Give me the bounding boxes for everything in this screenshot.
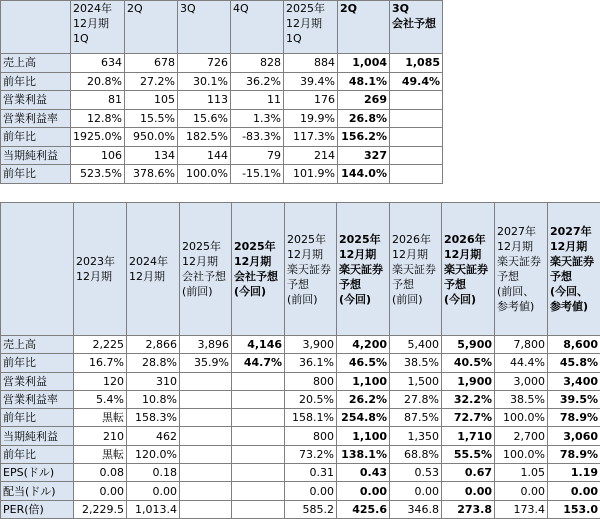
table-cell: 11 — [231, 91, 284, 110]
table-cell: 0.43 — [337, 464, 390, 482]
row-label: 売上高 — [1, 54, 71, 73]
header-row — [1, 203, 600, 336]
table-cell: 3,000 — [495, 372, 548, 390]
table-cell: 100.0% — [495, 409, 548, 427]
table-cell: 158.1% — [285, 409, 337, 427]
table-cell: 39.4% — [284, 72, 338, 91]
table-cell: 138.1% — [337, 445, 390, 463]
row-label: 前年比 — [1, 72, 71, 91]
table-cell: 38.5% — [390, 354, 442, 372]
table-row — [1, 128, 443, 147]
row-label: 前年比 — [1, 409, 74, 427]
table-cell: 346.8 — [390, 500, 442, 518]
column-header: 4Q — [231, 1, 284, 54]
table-cell — [180, 445, 232, 463]
table-cell: 726 — [178, 54, 231, 73]
table-row — [1, 91, 443, 110]
table-cell: 72.7% — [442, 409, 495, 427]
table-cell: 27.2% — [125, 72, 178, 91]
table-cell: 828 — [231, 54, 284, 73]
table-row — [1, 146, 443, 165]
table-cell: 3,400 — [548, 372, 600, 390]
table-cell: 5.4% — [74, 390, 127, 408]
table-cell: 68.8% — [390, 445, 442, 463]
table-cell: 156.2% — [338, 128, 390, 147]
column-header: 2027年 12月期 楽天証券 予想 (今回、 参考値) — [548, 203, 600, 336]
table-cell: 39.5% — [548, 390, 600, 408]
table-cell: 254.8% — [337, 409, 390, 427]
table-cell: 310 — [127, 372, 180, 390]
table-cell: 106 — [71, 146, 125, 165]
table-cell: 48.1% — [338, 72, 390, 91]
table-cell: 3,060 — [548, 427, 600, 445]
table-cell: 144 — [178, 146, 231, 165]
table-cell: 158.3% — [127, 409, 180, 427]
table-cell: 36.2% — [231, 72, 284, 91]
row-label: 当期純利益 — [1, 146, 71, 165]
column-header: 2025年 12月期 会社予想 (今回) — [232, 203, 285, 336]
table-cell: 38.5% — [495, 390, 548, 408]
table-cell: 15.5% — [125, 109, 178, 128]
column-header: 2026年 12月期 楽天証券 予想 (前回) — [390, 203, 442, 336]
table-cell — [232, 500, 285, 518]
table-cell: 425.6 — [337, 500, 390, 518]
table-cell: -15.1% — [231, 165, 284, 184]
table-cell — [232, 372, 285, 390]
table-cell: 214 — [284, 146, 338, 165]
table-cell — [390, 91, 443, 110]
table-cell: 5,400 — [390, 336, 442, 354]
table-cell: 176 — [284, 91, 338, 110]
table-cell: 0.00 — [442, 482, 495, 500]
table-cell — [180, 427, 232, 445]
column-header: 2023年 12月期 — [74, 203, 127, 336]
table-cell: 2,700 — [495, 427, 548, 445]
table-cell: 2,229.5 — [74, 500, 127, 518]
table-cell: 4,200 — [337, 336, 390, 354]
table-cell: 5,900 — [442, 336, 495, 354]
table-cell: 182.5% — [178, 128, 231, 147]
table-cell: 1.3% — [231, 109, 284, 128]
table-cell: 44.4% — [495, 354, 548, 372]
table-cell: 634 — [71, 54, 125, 73]
table-cell: 32.2% — [442, 390, 495, 408]
table-cell: 35.9% — [180, 354, 232, 372]
row-label: 前年比 — [1, 354, 74, 372]
table-row — [1, 109, 443, 128]
row-label: 前年比 — [1, 128, 71, 147]
table-cell: 0.67 — [442, 464, 495, 482]
column-header: 2025年 12月期 楽天証券 予想 (今回) — [337, 203, 390, 336]
table-cell — [180, 390, 232, 408]
table-cell: 1,710 — [442, 427, 495, 445]
table-cell — [232, 390, 285, 408]
table-row — [1, 72, 443, 91]
column-header: 2024年 12月期 — [127, 203, 180, 336]
table-cell: 78.9% — [548, 445, 600, 463]
table-cell — [232, 427, 285, 445]
table-cell: 87.5% — [390, 409, 442, 427]
table-cell — [180, 464, 232, 482]
table-cell: 153.0 — [548, 500, 600, 518]
table-row — [1, 464, 600, 482]
table-cell — [180, 500, 232, 518]
table-cell: 210 — [74, 427, 127, 445]
row-label: 配当(ドル) — [1, 482, 74, 500]
column-header: 2026年 12月期 楽天証券 予想 (今回) — [442, 203, 495, 336]
table-cell: 0.08 — [74, 464, 127, 482]
annual-forecast-table — [0, 202, 600, 519]
table-cell: 79 — [231, 146, 284, 165]
row-label: 当期純利益 — [1, 427, 74, 445]
table-cell: 0.00 — [337, 482, 390, 500]
table-row — [1, 500, 600, 518]
table-cell: 100.0% — [495, 445, 548, 463]
table-cell: 173.4 — [495, 500, 548, 518]
table-row — [1, 54, 443, 73]
table-cell: 4,146 — [232, 336, 285, 354]
table-cell: 2,225 — [74, 336, 127, 354]
column-header: 2025年 12月期 1Q — [284, 1, 338, 54]
table-cell — [390, 128, 443, 147]
table-cell: 1,100 — [337, 427, 390, 445]
row-label: 営業利益 — [1, 91, 71, 110]
table-cell: 585.2 — [285, 500, 337, 518]
table-cell: 3,900 — [285, 336, 337, 354]
row-label: 売上高 — [1, 336, 74, 354]
table-row — [1, 354, 600, 372]
table-cell: 950.0% — [125, 128, 178, 147]
table-cell: 378.6% — [125, 165, 178, 184]
table-cell: -83.3% — [231, 128, 284, 147]
table-cell: 1,900 — [442, 372, 495, 390]
row-label: 営業利益率 — [1, 109, 71, 128]
table-cell: 28.8% — [127, 354, 180, 372]
table-cell: 678 — [125, 54, 178, 73]
table-cell: 黒転 — [74, 445, 127, 463]
table-cell: 1,350 — [390, 427, 442, 445]
table-cell: 105 — [125, 91, 178, 110]
quarterly-results-table — [0, 0, 443, 184]
table-cell — [180, 482, 232, 500]
table-cell: 462 — [127, 427, 180, 445]
column-header: 2025年 12月期 会社予想 (前回) — [180, 203, 232, 336]
table-cell: 0.00 — [495, 482, 548, 500]
table-row — [1, 427, 600, 445]
table-row — [1, 409, 600, 427]
table-cell: 120 — [74, 372, 127, 390]
table-cell — [390, 146, 443, 165]
table-cell: 0.31 — [285, 464, 337, 482]
table-cell: 101.9% — [284, 165, 338, 184]
table-cell — [390, 165, 443, 184]
table-cell: 55.5% — [442, 445, 495, 463]
table-cell: 2,866 — [127, 336, 180, 354]
column-header — [1, 1, 71, 54]
table-cell — [180, 409, 232, 427]
table-cell: 26.8% — [338, 109, 390, 128]
table-cell: 黒転 — [74, 409, 127, 427]
table-cell: 27.8% — [390, 390, 442, 408]
row-label: 前年比 — [1, 165, 71, 184]
table-cell: 20.8% — [71, 72, 125, 91]
table-cell: 44.7% — [232, 354, 285, 372]
table-cell: 120.0% — [127, 445, 180, 463]
table-cell: 7,800 — [495, 336, 548, 354]
column-header: 2024年 12月期 1Q — [71, 1, 125, 54]
table-cell — [180, 372, 232, 390]
table-cell: 1,004 — [338, 54, 390, 73]
table-cell: 26.2% — [337, 390, 390, 408]
table-cell: 800 — [285, 372, 337, 390]
table-cell: 49.4% — [390, 72, 443, 91]
table-cell: 45.8% — [548, 354, 600, 372]
table-cell — [232, 409, 285, 427]
column-header: 3Q — [178, 1, 231, 54]
column-header: 2Q — [338, 1, 390, 54]
table-cell: 78.9% — [548, 409, 600, 427]
table-cell: 81 — [71, 91, 125, 110]
table-cell: 30.1% — [178, 72, 231, 91]
table-cell: 1,500 — [390, 372, 442, 390]
row-label: EPS(ドル) — [1, 464, 74, 482]
table-cell: 0.00 — [548, 482, 600, 500]
table-row — [1, 165, 443, 184]
table-cell — [232, 464, 285, 482]
header-row — [1, 1, 443, 54]
table-cell: 884 — [284, 54, 338, 73]
table-cell: 20.5% — [285, 390, 337, 408]
table-cell — [232, 482, 285, 500]
table-cell: 144.0% — [338, 165, 390, 184]
table-cell: 134 — [125, 146, 178, 165]
table-cell: 1,013.4 — [127, 500, 180, 518]
table-cell: 269 — [338, 91, 390, 110]
table-cell: 0.00 — [285, 482, 337, 500]
table-cell — [232, 445, 285, 463]
table-cell: 0.53 — [390, 464, 442, 482]
table-cell: 0.00 — [74, 482, 127, 500]
table-cell: 100.0% — [178, 165, 231, 184]
column-header: 2027年 12月期 楽天証券 予想 (前回、 参考値) — [495, 203, 548, 336]
table-cell: 40.5% — [442, 354, 495, 372]
table-cell: 113 — [178, 91, 231, 110]
table-row — [1, 372, 600, 390]
column-header — [1, 203, 74, 336]
table-cell: 12.8% — [71, 109, 125, 128]
table-cell: 327 — [338, 146, 390, 165]
table-cell: 523.5% — [71, 165, 125, 184]
table-row — [1, 390, 600, 408]
table-row — [1, 445, 600, 463]
table-cell: 0.00 — [127, 482, 180, 500]
table-cell: 3,896 — [180, 336, 232, 354]
row-label: 営業利益 — [1, 372, 74, 390]
table-cell: 1925.0% — [71, 128, 125, 147]
table-cell — [390, 109, 443, 128]
table-cell: 1,100 — [337, 372, 390, 390]
table-row — [1, 336, 600, 354]
table-cell: 273.8 — [442, 500, 495, 518]
table-row — [1, 482, 600, 500]
table-cell: 1.05 — [495, 464, 548, 482]
table-cell: 0.00 — [390, 482, 442, 500]
table-cell: 10.8% — [127, 390, 180, 408]
row-label: 前年比 — [1, 445, 74, 463]
table-cell: 19.9% — [284, 109, 338, 128]
table-cell: 0.18 — [127, 464, 180, 482]
column-header: 2025年 12月期 楽天証券 予想 (前回) — [285, 203, 337, 336]
table-cell: 16.7% — [74, 354, 127, 372]
table-cell: 73.2% — [285, 445, 337, 463]
table-cell: 36.1% — [285, 354, 337, 372]
table-cell: 117.3% — [284, 128, 338, 147]
row-label: PER(倍) — [1, 500, 74, 518]
table-cell: 8,600 — [548, 336, 600, 354]
column-header: 3Q 会社予想 — [390, 1, 443, 54]
table-cell: 800 — [285, 427, 337, 445]
table-cell: 46.5% — [337, 354, 390, 372]
row-label: 営業利益率 — [1, 390, 74, 408]
table-cell: 15.6% — [178, 109, 231, 128]
table-cell: 1.19 — [548, 464, 600, 482]
table-cell: 1,085 — [390, 54, 443, 73]
column-header: 2Q — [125, 1, 178, 54]
